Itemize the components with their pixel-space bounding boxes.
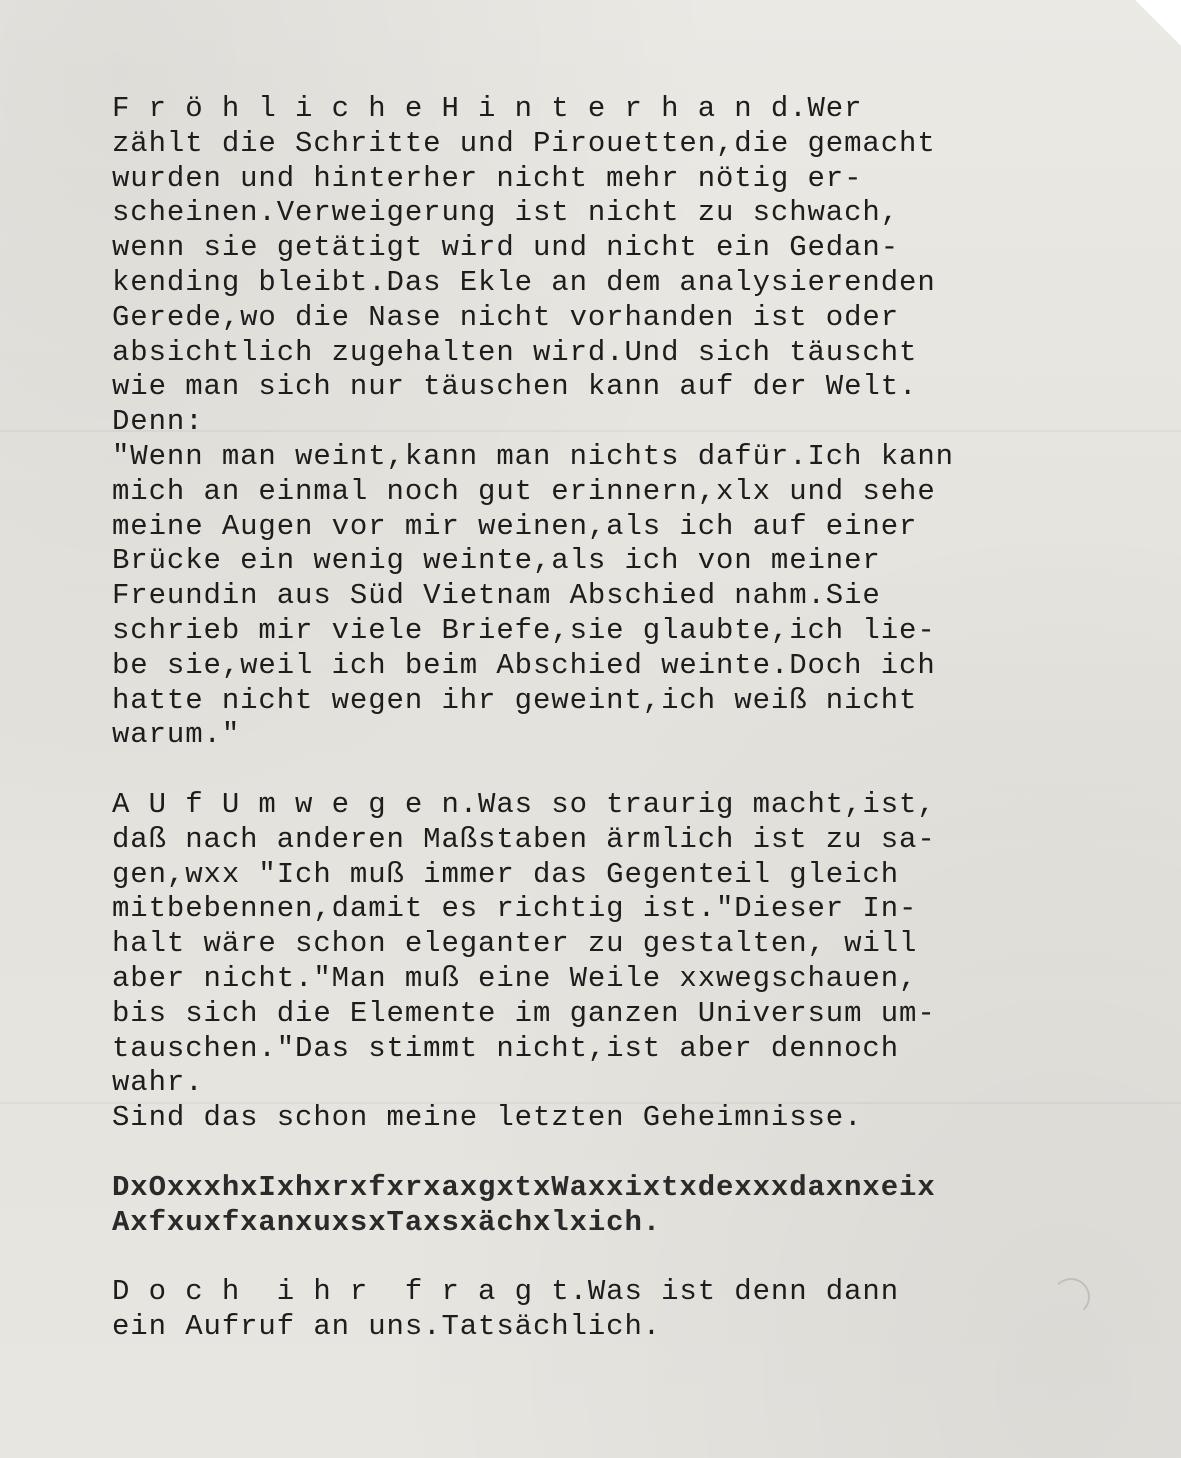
text-line: hatte nicht wegen ihr geweint,ich weiß nicht xyxy=(112,683,918,717)
text-line: daß nach anderen Maßstaben ärmlich ist zu sa- xyxy=(112,822,936,856)
text-line: ein Aufruf an uns.Tatsächlich. xyxy=(112,1309,662,1343)
text-line: halt wäre schon eleganter zu gestalten, will xyxy=(112,927,918,961)
text-line: Denn: xyxy=(112,405,204,439)
text-line: wenn sie getätigt wird und nicht ein Gedan- xyxy=(112,231,900,265)
paragraph-doch-ihr-fragt xyxy=(112,1275,1142,1345)
text-line: Gerede,wo die Nase nicht vorhanden ist oder xyxy=(112,300,900,334)
text-line: Freundin aus Süd Vietnam Abschied nahm.Sie xyxy=(112,579,881,613)
text-line: wahr. xyxy=(112,1066,204,1100)
struck-out-lines xyxy=(112,1171,1142,1241)
text-line: kending bleibt.Das Ekle an dem analysierenden xyxy=(112,265,936,299)
text-line: D o c h i h r f r a g t.Was ist denn dann xyxy=(112,1275,900,1309)
text-line: bis sich die Elemente im ganzen Universum um- xyxy=(112,996,936,1030)
typed-text-body xyxy=(112,92,1142,1345)
text-line: tauschen."Das stimmt nicht,ist aber dennoch xyxy=(112,1031,900,1065)
text-line: A U f U m w e g e n.Was so traurig macht,ist, xyxy=(112,787,936,821)
text-line: scheinen.Verweigerung ist nicht zu schwach, xyxy=(112,196,900,230)
text-line: absichtlich zugehalten wird.Und sich täuscht xyxy=(112,335,918,369)
text-line: wie man sich nur täuschen kann auf der Welt. xyxy=(112,370,918,404)
paragraph-froehliche-hinterhand xyxy=(112,92,1142,753)
text-line: mich an einmal noch gut erinnern,xlx und sehe xyxy=(112,474,936,508)
text-line: be sie,weil ich beim Abschied weinte.Doch ich xyxy=(112,648,936,682)
text-line: Brücke ein wenig weinte,als ich von meiner xyxy=(112,544,881,578)
text-line: schrieb mir viele Briefe,sie glaubte,ich lie- xyxy=(112,613,936,647)
blank-line xyxy=(112,1136,1142,1171)
blank-line xyxy=(112,1240,1142,1275)
struck-text-line: DxOxxxhxIxhxrxfxrxaxgxtxWaxxixtxdexxxdaxnxeix xyxy=(112,1170,936,1204)
paragraph-auf-umwegen xyxy=(112,788,1142,1136)
torn-corner xyxy=(1135,0,1181,46)
text-line: warum." xyxy=(112,718,241,752)
text-line: Sind das schon meine letzten Geheimnisse. xyxy=(112,1101,863,1135)
text-line: F r ö h l i c h e H i n t e r h a n d.Wer xyxy=(112,92,863,125)
text-line: "Wenn man weint,kann man nichts dafür.Ich kann xyxy=(112,439,954,473)
struck-text-line: AxfxuxfxanxuxsxTaxsxächxlxich. xyxy=(112,1205,662,1239)
text-line: gen,wxx "Ich muß immer das Gegenteil gleich xyxy=(112,857,900,891)
text-line: aber nicht."Man muß eine Weile xxwegschauen, xyxy=(112,961,918,995)
text-line: zählt die Schritte und Pirouetten,die gemacht xyxy=(112,126,936,160)
blank-line xyxy=(112,753,1142,788)
text-line: meine Augen vor mir weinen,als ich auf einer xyxy=(112,509,918,543)
text-line: wurden und hinterher nicht mehr nötig er- xyxy=(112,161,863,195)
text-line: mitbebennen,damit es richtig ist."Dieser In- xyxy=(112,892,918,926)
